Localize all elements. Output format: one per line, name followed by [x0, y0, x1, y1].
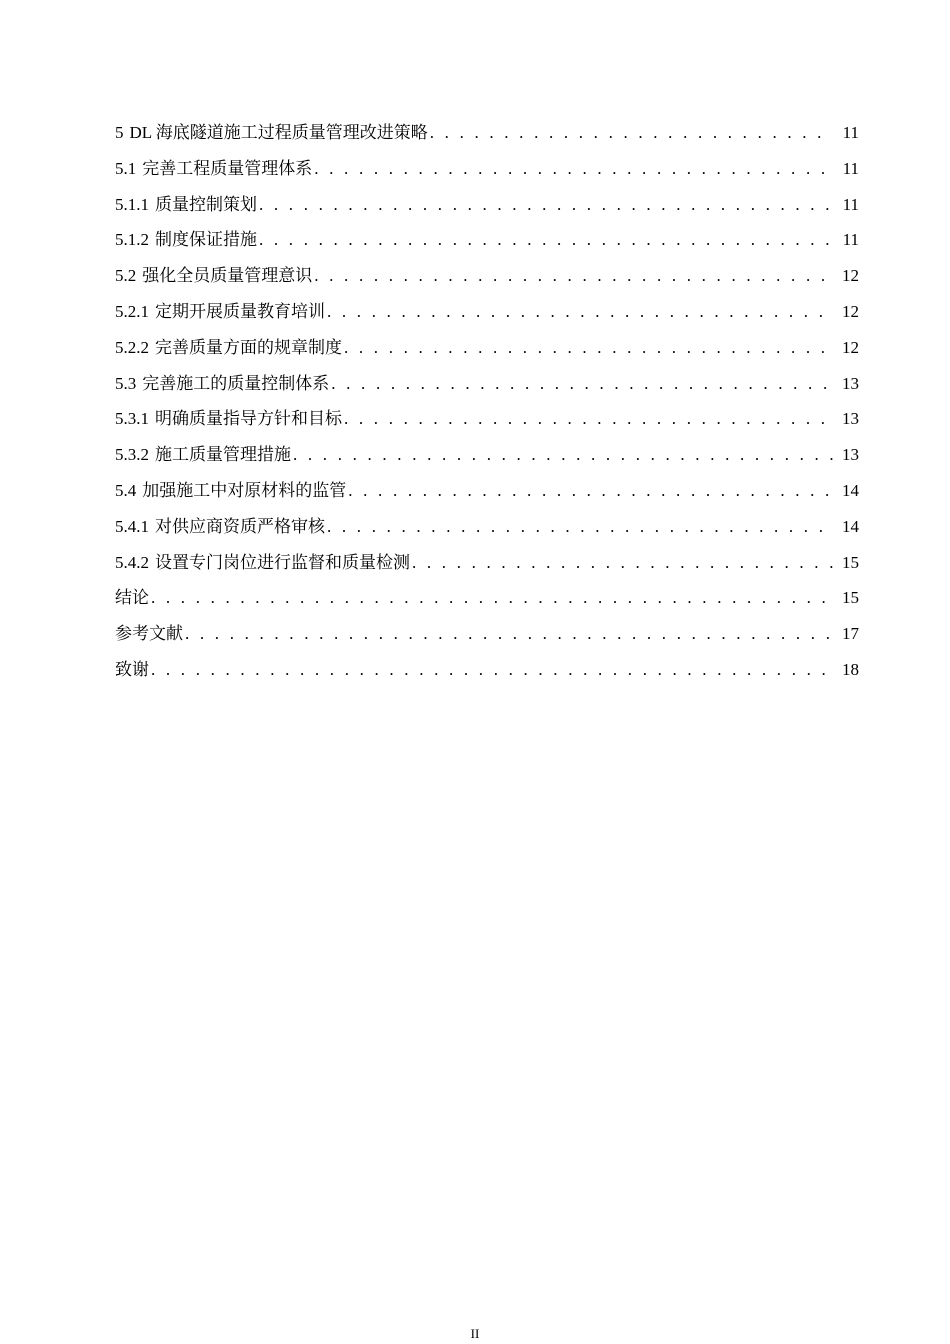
toc-dot-leader — [185, 619, 833, 649]
toc-entry-page: 12 — [842, 266, 859, 286]
toc-entry-number: 5.4 — [115, 480, 137, 500]
toc-entry-title: 定期开展质量教育培训 — [155, 301, 325, 321]
toc-entry-title: 质量控制策划 — [155, 194, 257, 214]
toc-entry[interactable] — [115, 154, 859, 190]
toc-entry-number: 5.2.2 — [115, 337, 149, 357]
toc-entry-title: 完善质量方面的规章制度 — [155, 337, 342, 357]
toc-entry[interactable] — [115, 512, 859, 548]
toc-dot-leader — [344, 333, 833, 363]
toc-entry-title: 结论 — [115, 588, 149, 608]
toc-dot-leader — [293, 440, 833, 470]
toc-entry-page: 13 — [842, 445, 859, 465]
toc-dot-leader — [331, 369, 833, 399]
toc-dot-leader — [314, 261, 833, 291]
toc-entry[interactable] — [115, 655, 859, 691]
toc-entry[interactable] — [115, 404, 859, 440]
toc-entry-number: 5.2 — [115, 266, 137, 286]
toc-entry-page: 13 — [842, 409, 859, 429]
toc-entry[interactable] — [115, 333, 859, 369]
toc-entry-number: 5.1.1 — [115, 194, 149, 214]
toc-entry-page: 14 — [842, 480, 859, 500]
toc-entry-page: 11 — [842, 194, 859, 214]
page-footer — [0, 1326, 950, 1342]
toc-entry-title: DL 海底隧道施工过程质量管理改进策略 — [129, 123, 428, 142]
toc-entry-title: 参考文献 — [115, 624, 183, 644]
toc-dot-leader — [151, 655, 833, 685]
toc-entry-title: 设置专门岗位进行监督和质量检测 — [155, 552, 410, 572]
toc-dot-leader — [348, 476, 833, 506]
toc-entry-number: 5.4.1 — [115, 516, 149, 536]
toc-entry-number: 5.4.2 — [115, 552, 149, 572]
toc-entry-title: 对供应商资质严格审核 — [155, 516, 325, 536]
toc-entry[interactable] — [115, 583, 859, 619]
toc-entry-page: 11 — [842, 158, 859, 178]
toc-dot-leader — [259, 190, 833, 220]
toc-entry[interactable] — [115, 297, 859, 333]
toc-dot-leader — [327, 512, 833, 542]
toc-entry-page: 15 — [842, 588, 859, 608]
toc-entry-title: 加强施工中对原材料的监管 — [142, 480, 347, 500]
toc-entry-number: 5.3.1 — [115, 409, 149, 429]
toc-entry-page: 12 — [842, 337, 859, 357]
toc-entry[interactable] — [115, 619, 859, 655]
toc-entry-title: 施工质量管理措施 — [155, 445, 291, 465]
toc-dot-leader — [430, 118, 833, 148]
toc-entry[interactable] — [115, 225, 859, 261]
toc-entry-number: 5.1 — [115, 158, 137, 178]
toc-entry-page: 11 — [842, 230, 859, 250]
toc-entry-page: 15 — [842, 552, 859, 572]
toc-entry[interactable] — [115, 476, 859, 512]
toc-entry[interactable] — [115, 548, 859, 584]
toc-entry[interactable] — [115, 118, 859, 154]
toc-entry-title: 强化全员质量管理意识 — [142, 266, 313, 286]
toc-entry-title: 完善工程质量管理体系 — [142, 158, 313, 178]
toc-entry-number: 5.3 — [115, 373, 137, 393]
toc-entry-page: 13 — [842, 373, 859, 393]
toc-entry-page: 11 — [842, 123, 859, 142]
toc-dot-leader — [314, 154, 833, 184]
toc-entry-title: 明确质量指导方针和目标 — [155, 409, 342, 429]
toc-entry[interactable] — [115, 369, 859, 405]
table-of-contents — [115, 118, 859, 691]
toc-entry-number: 5.1.2 — [115, 230, 149, 250]
toc-entry-page: 17 — [842, 624, 859, 644]
toc-entry-number: 5.2.1 — [115, 301, 149, 321]
toc-entry-number: 5.3.2 — [115, 445, 149, 465]
toc-entry[interactable] — [115, 261, 859, 297]
toc-dot-leader — [151, 583, 833, 613]
toc-entry-page: 12 — [842, 301, 859, 321]
toc-dot-leader — [327, 297, 833, 327]
toc-dot-leader — [259, 225, 833, 255]
toc-entry-title: 完善施工的质量控制体系 — [142, 373, 330, 393]
toc-entry-page: 18 — [842, 659, 859, 679]
toc-entry-number: 5 — [115, 123, 124, 142]
page-number: II — [470, 1326, 480, 1341]
toc-entry-page: 14 — [842, 516, 859, 536]
toc-entry-title: 致谢 — [115, 659, 149, 679]
toc-entry[interactable] — [115, 440, 859, 476]
toc-dot-leader — [412, 548, 833, 578]
toc-entry-title: 制度保证措施 — [155, 230, 257, 250]
toc-entry[interactable] — [115, 190, 859, 226]
toc-dot-leader — [344, 404, 833, 434]
